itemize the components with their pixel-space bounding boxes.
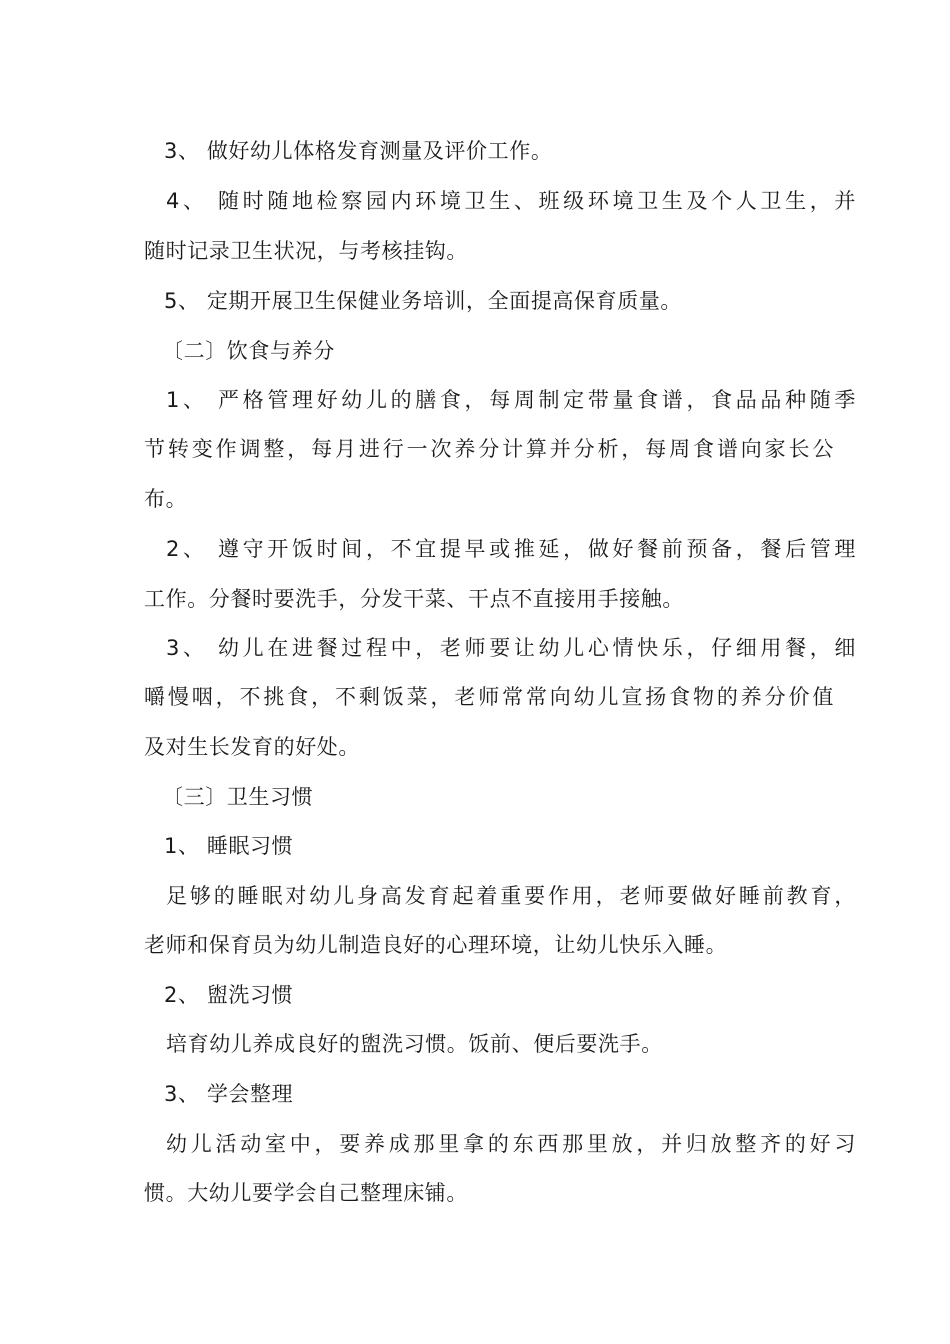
text-line: 足够的睡眠对幼儿身高发育起着重要作用，老师要做好睡前教育， bbox=[166, 884, 856, 908]
text-line: 5、 定期开展卫生保健业务培训，全面提高保育质量。 bbox=[164, 289, 683, 313]
text-line: 幼儿活动室中，要养成那里拿的东西那里放，并归放整齐的好习 bbox=[166, 1132, 856, 1156]
section-heading: 〔二〕饮食与养分 bbox=[162, 339, 335, 363]
text-line: 3、 做好幼儿体格发育测量及评价工作。 bbox=[164, 139, 553, 163]
text-line: 惯。大幼儿要学会自己整理床铺。 bbox=[144, 1181, 468, 1205]
text-line: 工作。分餐时要洗手，分发干菜、干点不直接用手接触。 bbox=[144, 587, 684, 611]
text-line: 4、 随时随地检察园内环境卫生、班级环境卫生及个人卫生，并 bbox=[166, 189, 856, 213]
text-line: 培育幼儿养成良好的盥洗习惯。饭前、便后要洗手。 bbox=[166, 1032, 663, 1056]
text-line: 布。 bbox=[144, 487, 188, 511]
section-heading: 〔三〕卫生习惯 bbox=[162, 785, 314, 809]
text-line: 1、 严格管理好幼儿的膳食，每周制定带量食谱，食品品种随季 bbox=[166, 388, 856, 412]
sub-heading: 3、 学会整理 bbox=[164, 1082, 294, 1106]
sub-heading: 1、 睡眠习惯 bbox=[164, 834, 294, 858]
text-line: 嚼慢咽，不挑食，不剩饭菜，老师常常向幼儿宣扬食物的养分价值 bbox=[144, 685, 834, 709]
sub-heading: 2、 盥洗习惯 bbox=[164, 983, 294, 1007]
text-line: 3、 幼儿在进餐过程中，老师要让幼儿心情快乐，仔细用餐，细 bbox=[166, 636, 856, 660]
text-line: 2、 遵守开饭时间，不宜提早或推延，做好餐前预备，餐后管理 bbox=[166, 537, 856, 561]
text-line: 及对生长发育的好处。 bbox=[144, 735, 360, 759]
text-line: 老师和保育员为幼儿制造良好的心理环境，让幼儿快乐入睡。 bbox=[144, 933, 728, 957]
text-line: 随时记录卫生状况，与考核挂钩。 bbox=[144, 239, 468, 263]
text-line: 节转变作调整，每月进行一次养分计算并分析，每周食谱向家长公 bbox=[144, 437, 834, 461]
